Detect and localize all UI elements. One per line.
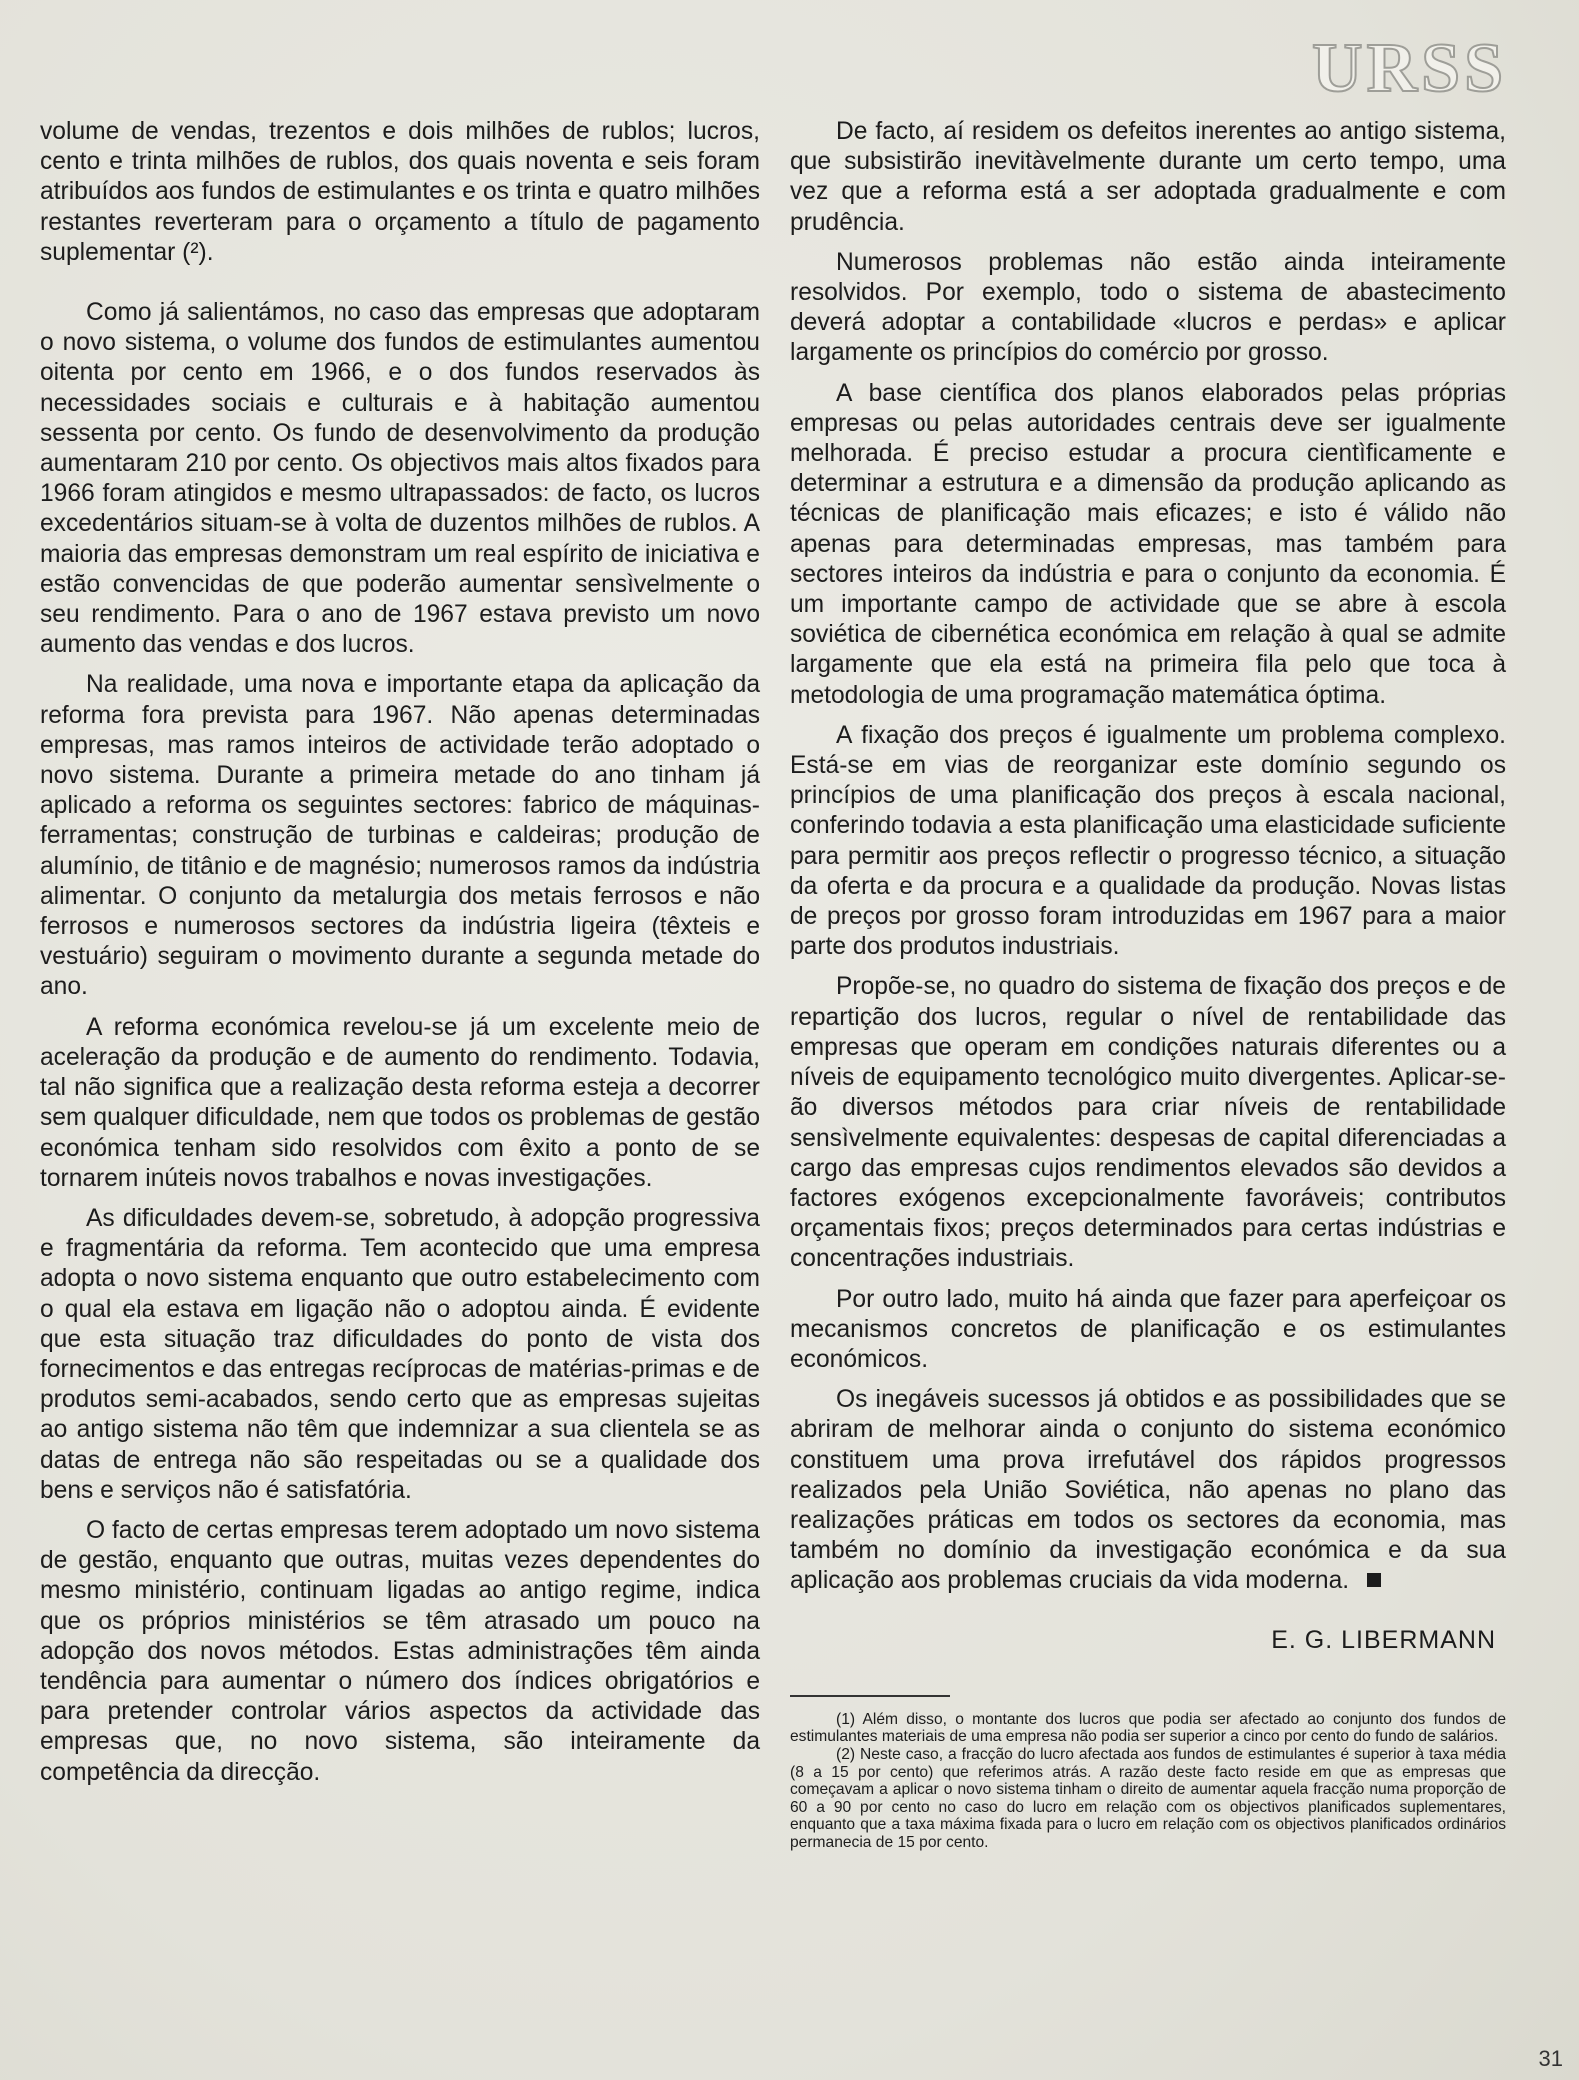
right-column <box>790 117 1506 1852</box>
author-byline: E. G. LIBERMANN <box>1271 1625 1496 1654</box>
footnote-divider <box>790 1695 950 1697</box>
body-paragraph: A reforma económica revelou-se já um excelente meio de aceleração da produção e de aumento do rendimento. Todavia, tal não significa que a realização desta reforma esteja a decorrer sem qualquer dificuldade, nem que todos os problemas de gestão económica tenham sido resolvidos com êxito a ponto de se tornarem inúteis novos trabalhos e novas investigações. <box>40 1013 760 1192</box>
footnote: (1) Além disso, o montante dos lucros que podia ser afectado ao conjunto dos fundos de estimulantes materiais de uma empresa não podia ser superior a cinco por cento do fundo de salários. <box>790 1710 1506 1746</box>
left-column <box>40 117 760 1788</box>
body-paragraph: O facto de certas empresas terem adoptado um novo sistema de gestão, enquanto que outras, muitas vezes dependentes do mesmo ministério, continuam ligadas ao antigo regime, indica que os próprios ministérios se têm atrasado um pouco na adopção dos novos métodos. Estas administrações têm ainda tendência para aumentar o número dos índices obrigatórios e para pretender controlar vários aspectos da actividade das empresas que, no novo sistema, são inteiramente da competência da direcção. <box>40 1516 760 1786</box>
body-paragraph: Propõe-se, no quadro do sistema de fixação dos preços e de repartição dos lucros, regular o nível de rentabilidade das empresas que operam em condições naturais diferentes ou a níveis de equipamento tecnológico muito divergentes. Aplicar-se-ão diversos métodos para criar níveis de rentabilidade sensìvelmente equivalentes: despesas de capital diferenciadas a cargo das empresas cujos rendimentos elevados são devidos a factores exógenos excepcionalmente favoráveis; contributos orçamentais fixos; preços determinados para certas indústrias e concentrações industriais. <box>790 973 1506 1273</box>
body-paragraph: Numerosos problemas não estão ainda inteiramente resolvidos. Por exemplo, todo o sistema de abastecimento deverá adoptar a contabilidade «lucros e perdas» e aplicar largamente os princípios do comércio por grosso. <box>790 248 1506 367</box>
page-number: 31 <box>1538 2046 1563 2071</box>
body-paragraph: A base científica dos planos elaborados pelas próprias empresas ou pelas autoridades centrais deve ser igualmente melhorada. É preciso estudar a procura cientìficamente e determinar a estrutura e a dimensão da produção aplicando as técnicas de planificação mais eficazes; e isto é válido não apenas para determinadas empresas, mas também para sectores inteiros da indústria e para o conjunto da economia. É um importante campo de actividade que se abre à escola soviética de cibernética económica em relação à qual se admite largamente que ela está na primeira fila pelo que toca à metodologia de uma programação matemática óptima. <box>790 379 1506 709</box>
body-paragraph: As dificuldades devem-se, sobretudo, à adopção progressiva e fragmentária da reforma. Tem acontecido que uma empresa adopta o novo sistema enquanto que outro estabelecimento com o qual ela estava em ligação não o adoptou ainda. É evidente que esta situação traz dificuldades do ponto de vista dos fornecimentos e das entregas recíprocas de matérias-primas e de produtos semi-acabados, sendo certo que as empresas sujeitas ao antigo sistema não têm que indemnizar a sua clientela se as datas de entrega não são respeitadas ou se a qualidade dos bens e serviços não é satisfatória. <box>40 1204 760 1504</box>
body-paragraph: volume de vendas, trezentos e dois milhões de rublos; lucros, cento e trinta milhões de rublos, dos quais noventa e seis foram atribuídos aos fundos de estimulantes e os trinta e quatro milhões restantes reverteram para o orçamento a título de pagamento suplementar (²). <box>40 118 760 266</box>
section-header: URSS <box>1312 30 1507 107</box>
closing-paragraph-text: Os inegáveis sucessos já obtidos e as possibilidades que se abriram de melhorar ainda o conjunto do sistema económico constituem uma prova irrefutável dos rápidos progressos realizados pela União Soviética, não apenas no plano das realizações práticas em todos os sectores da economia, mas também no domínio da investigação económica e da sua aplicação aos problemas cruciais da vida moderna. <box>790 1386 1506 1595</box>
end-of-article-mark <box>1367 1573 1381 1587</box>
body-paragraph: Por outro lado, muito há ainda que fazer para aperfeiçoar os mecanismos concretos de planificação e os estimulantes económicos. <box>790 1285 1506 1373</box>
body-paragraph: A fixação dos preços é igualmente um problema complexo. Está-se em vias de reorganizar este domínio segundo os princípios de uma planificação dos preços à escala nacional, conferindo todavia a esta planificação uma elasticidade suficiente para permitir aos preços reflectir o progresso técnico, a situação da oferta e da procura e a qualidade da produção. Novas listas de preços por grosso foram introduzidas em 1967 para a maior parte dos produtos industriais. <box>790 721 1506 961</box>
body-paragraph: Na realidade, uma nova e importante etapa da aplicação da reforma fora prevista para 1967. Não apenas determinadas empresas, mas ramos inteiros de actividade terão adoptado o novo sistema. Durante a primeira metade do ano tinham já aplicado a reforma os seguintes sectores: fabrico de máquinas-ferramentas; construção de turbinas e caldeiras; produção de alumínio, de titânio e de magnésio; numerosos ramos da indústria alimentar. O conjunto da metalurgia dos metais ferrosos e não ferrosos e numerosos sectores da indústria ligeira (têxteis e vestuário) seguiram o movimento durante a segunda metade do ano. <box>40 671 760 1001</box>
footnote: (2) Neste caso, a fracção do lucro afectada aos fundos de estimulantes é superior à taxa média (8 a 15 por cento) que referimos atrás. A razão deste facto reside em que as empresas que começavam a aplicar o novo sistema tinham o direito de aumentar aquela fracção numa proporção de 60 a 90 por cento no caso do lucro em relação com os objectivos planificados suplementares, enquanto que a taxa máxima fixada para o lucro em relação com os objectivos planificados ordinários permanecia de 15 por cento. <box>790 1745 1506 1851</box>
body-paragraph: Como já salientámos, no caso das empresas que adoptaram o novo sistema, o volume dos fundos de estimulantes aumentou oitenta por cento em 1966, e o dos fundos reservados às necessidades sociais e culturais e à habitação aumentou sessenta por cento. Os fundo de desenvolvimento da produção aumentaram 210 por cento. Os objectivos mais altos fixados para 1966 foram atingidos e mesmo ultrapassados: de facto, os lucros excedentários situam-se à volta de duzentos milhões de rublos. A maioria das empresas demonstram um real espírito de iniciativa e estão convencidas de que poderão aumentar sensìvelmente o seu rendimento. Para o ano de 1967 estava previsto um novo aumento das vendas e dos lucros. <box>40 299 760 659</box>
body-paragraph: De facto, aí residem os defeitos inerentes ao antigo sistema, que subsistirão inevitàvelmente durante um certo tempo, uma vez que a reforma está a ser adoptada gradualmente e com prudência. <box>790 118 1506 236</box>
closing-paragraph <box>790 1385 1506 1596</box>
